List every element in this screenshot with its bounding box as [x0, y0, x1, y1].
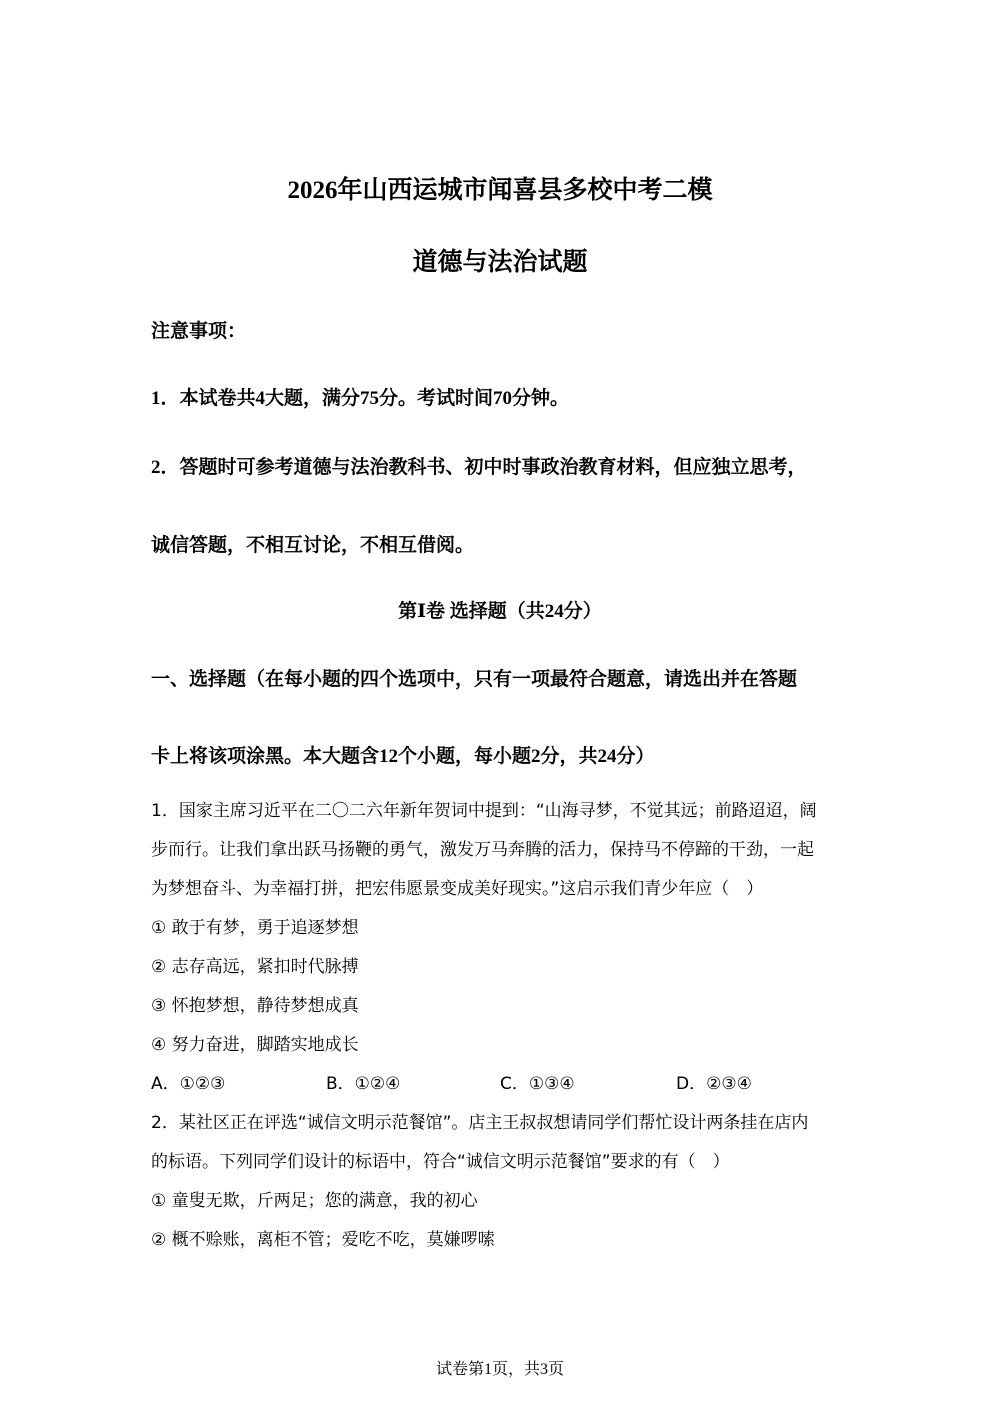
question-1-statement-4: ④ 努力奋进，脚踏实地成长	[151, 1035, 359, 1055]
question-2-statement-2: ② 概不赊账，离柜不管；爱吃不吃，莫嫌啰嗦	[151, 1230, 495, 1250]
question-1-statement-1: ① 敢于有梦，勇于追逐梦想	[151, 918, 359, 938]
notice-item-2-line-1: 2．答题时可参考道德与法治教科书、初中时事政治教育材料，但应独立思考，	[151, 457, 807, 478]
question-1-option-a: A．①②③	[151, 1074, 226, 1094]
question-1-line-2: 步而行。让我们拿出跃马扬鞭的勇气，激发万马奔腾的活力，保持马不停蹄的干劲，一起	[151, 840, 814, 860]
question-1-option-d: D．②③④	[676, 1074, 752, 1094]
notice-heading: 注意事项：	[151, 321, 247, 342]
question-2-statement-1: ① 童叟无欺，斤两足；您的满意，我的初心	[151, 1191, 478, 1211]
section-heading-line-2: 卡上将该项涂黑。本大题含12个小题，每小题2分，共24分）	[151, 746, 655, 767]
section-heading-line-1: 一、选择题（在每小题的四个选项中，只有一项最符合题意，请选出并在答题	[151, 669, 798, 690]
question-1-line-3: 为梦想奋斗、为幸福打拼，把宏伟愿景变成美好现实。”这启示我们青少年应（ ）	[151, 879, 764, 899]
question-1-statement-2: ② 志存高远，紧扣时代脉搏	[151, 957, 359, 977]
question-1-option-b: B．①②④	[326, 1074, 401, 1094]
volume-title: 第Ⅰ卷 选择题（共24分）	[398, 601, 602, 622]
question-2-line-2: 的标语。下列同学们设计的标语中，符合“诚信文明示范餐馆”要求的有（ ）	[151, 1152, 730, 1172]
notice-item-2-line-2: 诚信答题，不相互讨论，不相互借阅。	[151, 535, 475, 556]
question-1-option-c: C．①③④	[500, 1074, 575, 1094]
question-1-statement-3: ③ 怀抱梦想，静待梦想成真	[151, 996, 359, 1016]
exam-subtitle: 道德与法治试题	[412, 249, 588, 276]
notice-item-1: 1．本试卷共4大题，满分75分。考试时间70分钟。	[151, 388, 570, 409]
question-2-line-1: 2．某社区正在评选“诚信文明示范餐馆”。店主王叔叔想请同学们帮忙设计两条挂在店内	[151, 1113, 809, 1133]
question-1-line-1: 1．国家主席习近平在二〇二六年新年贺词中提到：“山海寻梦，不觉其远；前路迢迢，阔	[151, 801, 817, 821]
exam-title: 2026年山西运城市闻喜县多校中考二模	[287, 177, 713, 204]
page-number-footer: 试卷第1页，共3页	[435, 1361, 564, 1378]
